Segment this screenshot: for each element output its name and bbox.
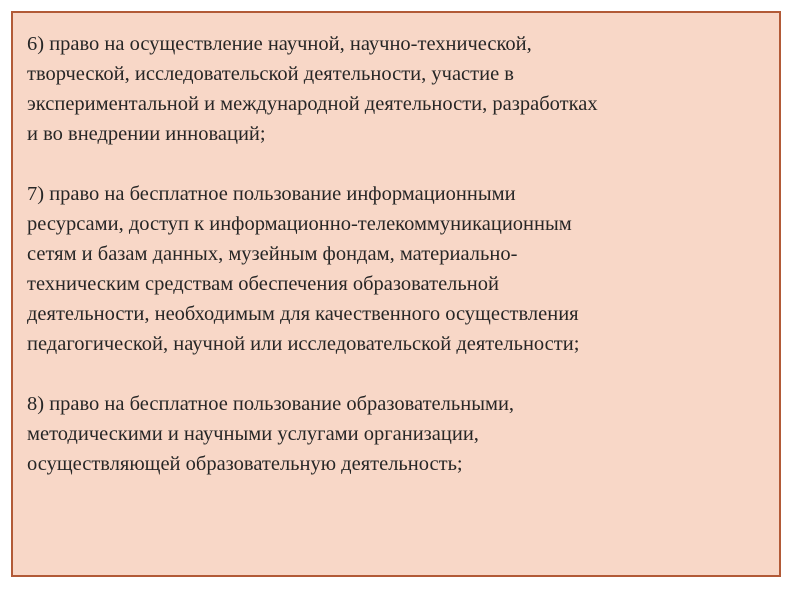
slide-frame [11, 11, 781, 577]
paragraph-line: техническим средствам обеспечения образовательной [27, 273, 499, 295]
paragraph-line: творческой, исследовательской деятельности, участие в [27, 63, 514, 85]
paragraph-line: и во внедрении инноваций; [27, 123, 266, 145]
paragraph-line: 8) право на бесплатное пользование образовательными, [27, 393, 515, 415]
paragraph-7 [27, 179, 773, 359]
paragraph-line: деятельности, необходимым для качественного осуществления [27, 303, 579, 325]
paragraph-line: экспериментальной и международной деятельности, разработках [27, 93, 598, 115]
paragraph-line: сетям и базам данных, музейным фондам, материально- [27, 243, 518, 265]
paragraph-line: ресурсами, доступ к информационно-телекоммуникационным [27, 213, 572, 235]
paragraph-line: осуществляющей образовательную деятельность; [27, 453, 463, 475]
paragraph-line: 6) право на осуществление научной, научно-технической, [27, 33, 532, 55]
paragraph-line: педагогической, научной или исследовательской деятельности; [27, 333, 580, 355]
paragraph-line: 7) право на бесплатное пользование информационными [27, 183, 516, 205]
paragraph-line: методическими и научными услугами организации, [27, 423, 479, 445]
paragraph-8 [27, 389, 773, 479]
slide-body [27, 29, 773, 479]
paragraph-6 [27, 29, 773, 149]
